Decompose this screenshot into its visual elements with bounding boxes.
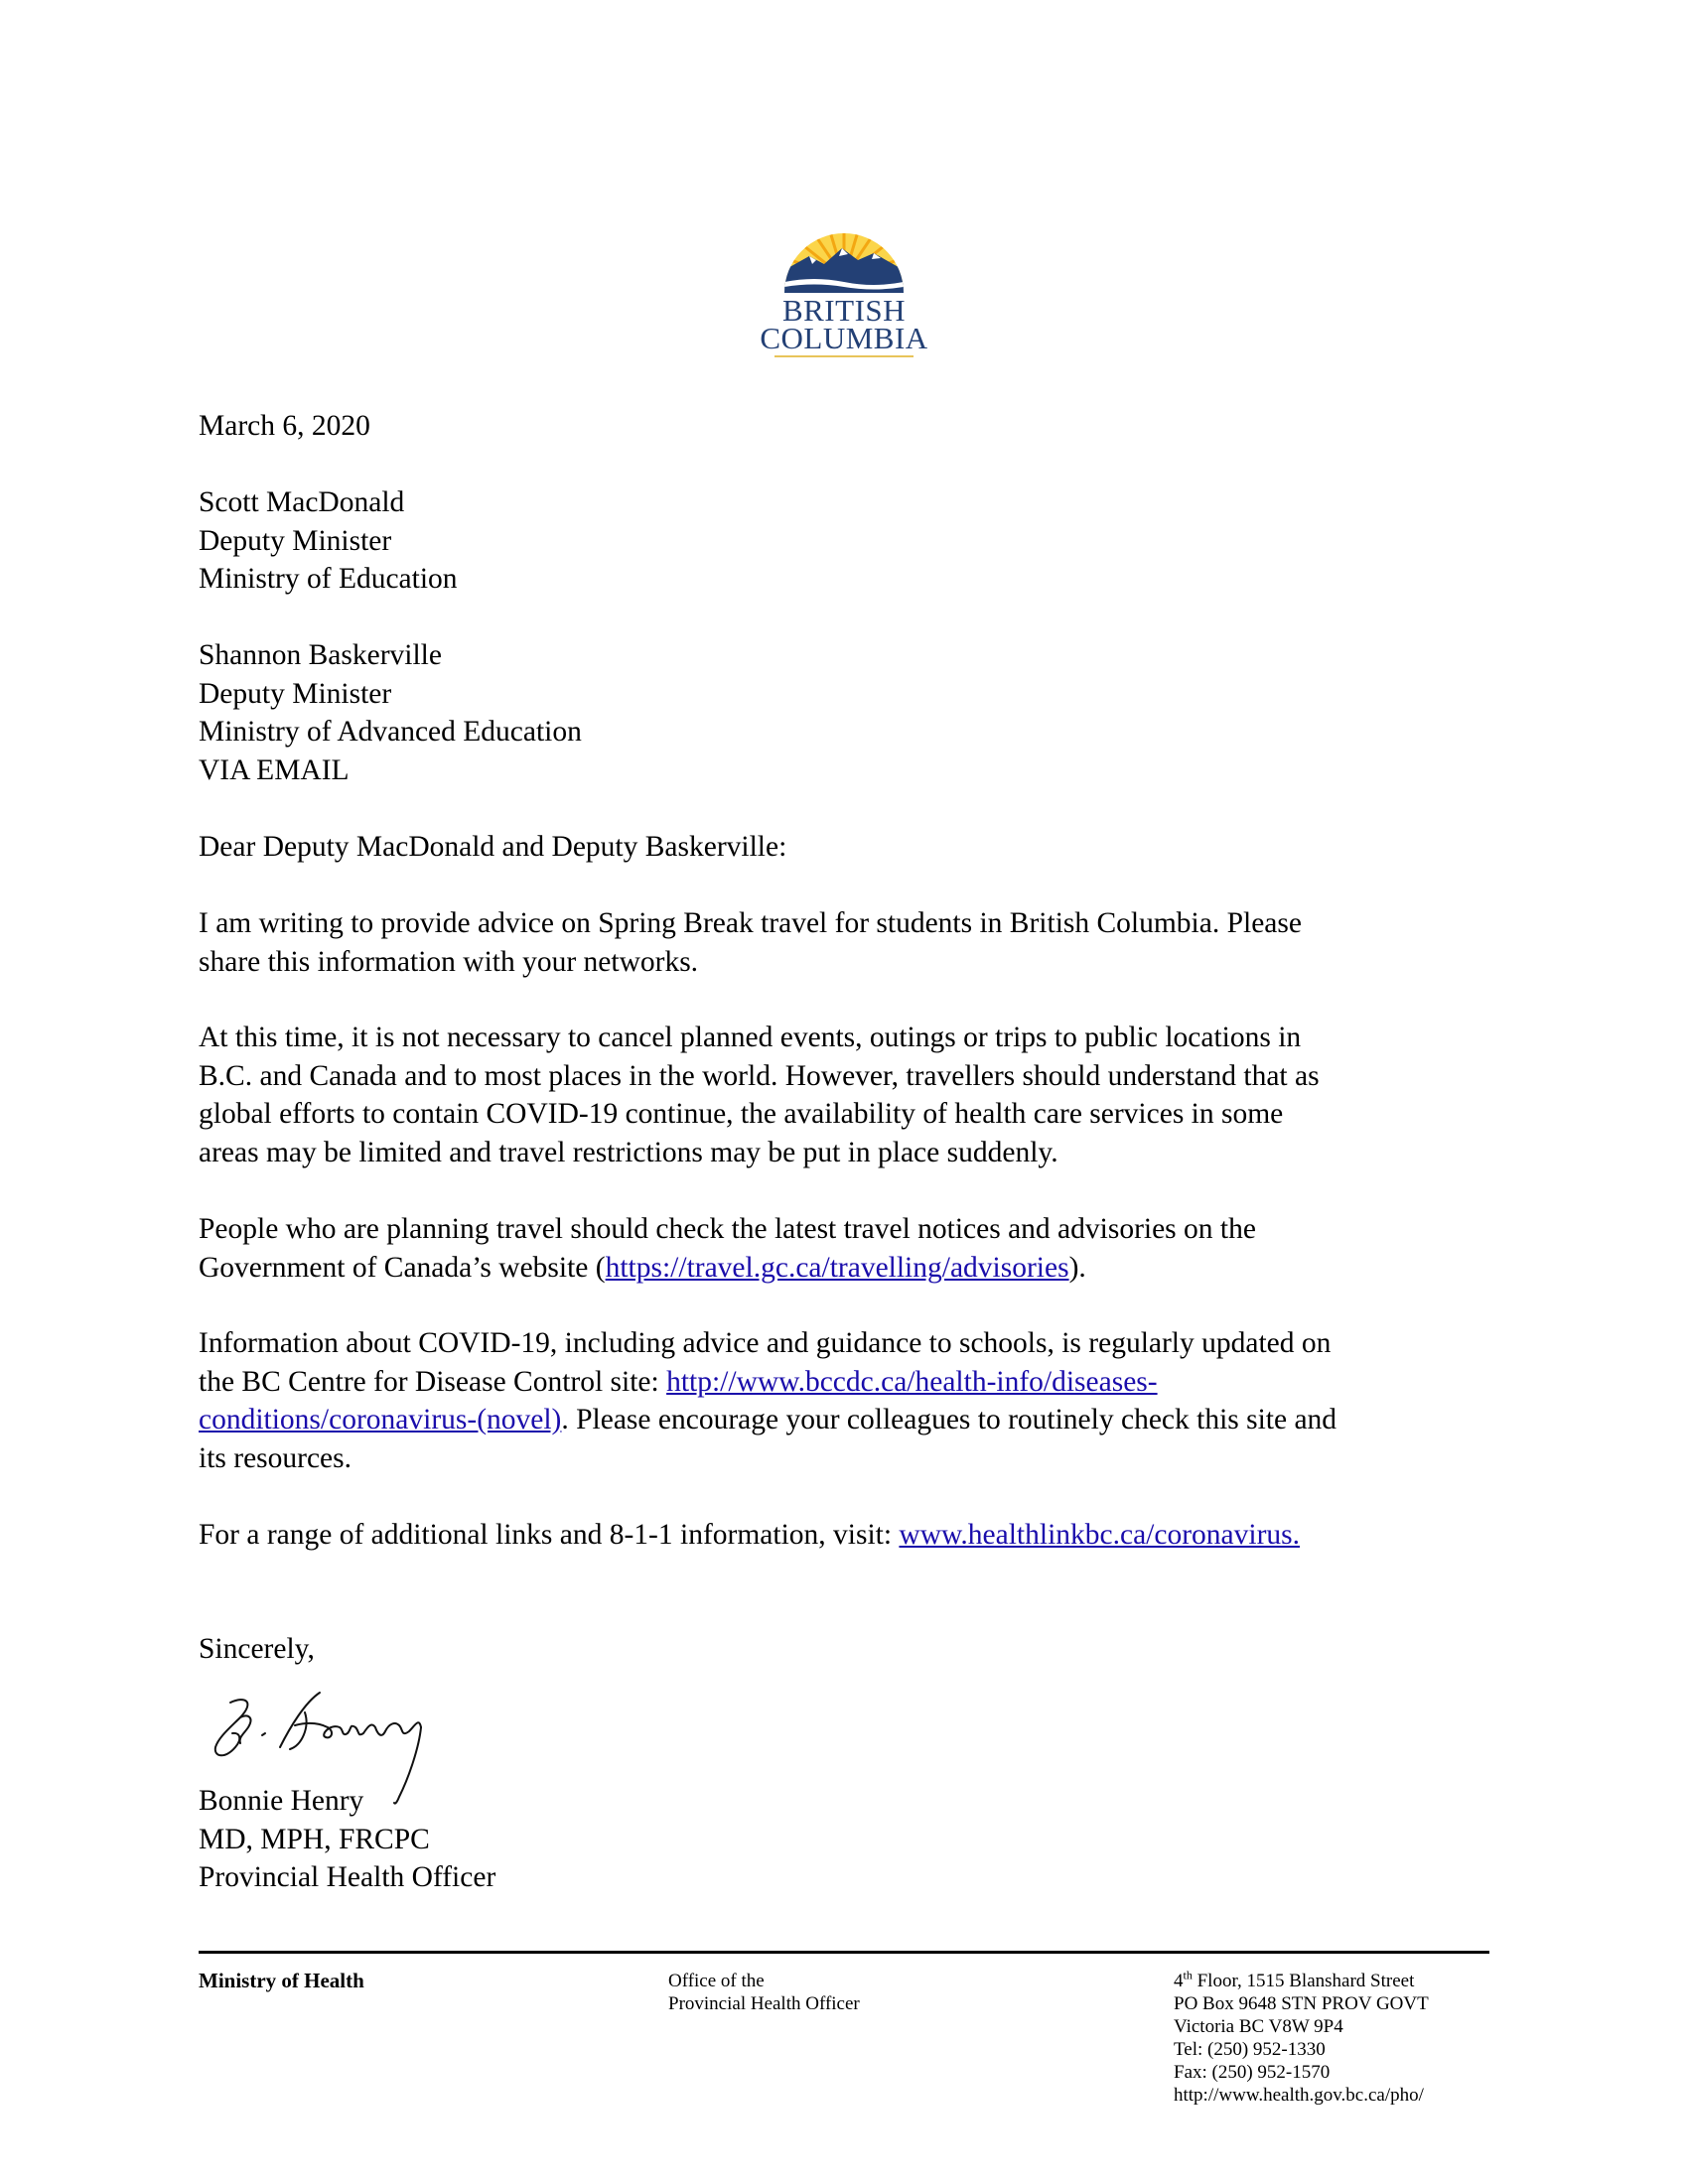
logo-text-british: BRITISH bbox=[781, 293, 907, 328]
paragraph-line: Information about COVID-19, including advice and guidance to schools, is regularly updated on bbox=[199, 1327, 1332, 1359]
footer-office-line: Provincial Health Officer bbox=[668, 1993, 860, 2014]
footer-address-line bbox=[1174, 1970, 1429, 1992]
footer-phone: Tel: (250) 952-1330 bbox=[1174, 2039, 1326, 2060]
letter-date: March 6, 2020 bbox=[199, 410, 370, 442]
recipient-ministry: Ministry of Education bbox=[199, 563, 458, 595]
text-fragment: . Please encourage your colleagues to routinely check this site and bbox=[561, 1404, 1337, 1435]
floor-street: Floor, 1515 Blanshard Street bbox=[1192, 1971, 1415, 1991]
salutation: Dear Deputy MacDonald and Deputy Baskerville: bbox=[199, 831, 787, 863]
recipient-name: Shannon Baskerville bbox=[199, 639, 442, 671]
paragraph-2 bbox=[199, 1019, 1499, 1171]
bccdc-link-part-1[interactable]: http://www.bccdc.ca/health-info/diseases- bbox=[666, 1365, 1158, 1398]
signer-block bbox=[199, 1782, 1499, 1897]
paragraph-3 bbox=[199, 1210, 1499, 1287]
footer-address-line: PO Box 9648 STN PROV GOVT bbox=[1174, 1993, 1429, 2014]
floor-number: 4 bbox=[1174, 1971, 1184, 1991]
bccdc-link-part-2[interactable]: conditions/coronavirus-(novel) bbox=[199, 1404, 562, 1435]
paragraph-5 bbox=[199, 1516, 1499, 1555]
footer-website: http://www.health.gov.bc.ca/pho/ bbox=[1174, 2085, 1424, 2106]
delivery-method: VIA EMAIL bbox=[199, 753, 350, 786]
recipient-address-1 bbox=[199, 483, 1499, 599]
paragraph-line: its resources. bbox=[199, 1441, 352, 1474]
paragraph-line: global efforts to contain COVID-19 continue, the availability of health care services in some bbox=[199, 1098, 1284, 1130]
footer-ministry: Ministry of Health bbox=[199, 1969, 364, 1992]
paragraph-1 bbox=[199, 904, 1499, 981]
text-fragment: the BC Centre for Disease Control site: bbox=[199, 1365, 667, 1398]
logo-text-columbia: COLUMBIA bbox=[760, 321, 928, 355]
text-fragment: Government of Canada’s website ( bbox=[199, 1251, 606, 1284]
signer-name: Bonnie Henry bbox=[199, 1785, 364, 1817]
bc-government-logo bbox=[755, 199, 933, 367]
recipient-title: Deputy Minister bbox=[199, 677, 392, 710]
paragraph-line: share this information with your networks. bbox=[199, 945, 699, 978]
sun-mountain-emblem-icon bbox=[755, 199, 933, 298]
footer-office bbox=[668, 1970, 860, 2015]
text-fragment: ). bbox=[1068, 1251, 1086, 1284]
signer-credentials: MD, MPH, FRCPC bbox=[199, 1823, 430, 1855]
footer-fax: Fax: (250) 952-1570 bbox=[1174, 2062, 1331, 2083]
floor-suffix: th bbox=[1183, 1968, 1193, 1982]
footer-divider bbox=[199, 1951, 1489, 1954]
closing: Sincerely, bbox=[199, 1633, 315, 1665]
recipient-ministry: Ministry of Advanced Education bbox=[199, 716, 582, 748]
paragraph-line bbox=[199, 1249, 1499, 1288]
paragraph-line bbox=[199, 1401, 1499, 1439]
paragraph-line bbox=[199, 1516, 1499, 1555]
recipient-name: Scott MacDonald bbox=[199, 486, 405, 518]
logo-underline bbox=[774, 355, 914, 357]
travel-advisories-link[interactable]: https://travel.gc.ca/travelling/advisories bbox=[605, 1251, 1069, 1284]
paragraph-line: I am writing to provide advice on Spring Break travel for students in British Columbia. Please bbox=[199, 907, 1302, 939]
signer-title: Provincial Health Officer bbox=[199, 1861, 496, 1893]
footer-office-line: Office of the bbox=[668, 1971, 765, 1991]
recipient-address-2 bbox=[199, 636, 1499, 789]
paragraph-line: At this time, it is not necessary to cancel planned events, outings or trips to public locations in bbox=[199, 1022, 1302, 1053]
text-fragment: For a range of additional links and 8-1-1 information, visit: bbox=[199, 1519, 900, 1551]
paragraph-4 bbox=[199, 1324, 1499, 1477]
paragraph-line: areas may be limited and travel restrictions may be put in place suddenly. bbox=[199, 1136, 1058, 1168]
paragraph-line: People who are planning travel should check the latest travel notices and advisories on the bbox=[199, 1213, 1256, 1245]
footer-address bbox=[1174, 1970, 1429, 2107]
healthlinkbc-link[interactable]: www.healthlinkbc.ca/coronavirus. bbox=[899, 1519, 1301, 1551]
recipient-title: Deputy Minister bbox=[199, 524, 392, 557]
footer-address-line: Victoria BC V8W 9P4 bbox=[1174, 2016, 1343, 2037]
paragraph-line: B.C. and Canada and to most places in the world. However, travellers should understand that as bbox=[199, 1059, 1320, 1092]
paragraph-line bbox=[199, 1363, 1499, 1402]
